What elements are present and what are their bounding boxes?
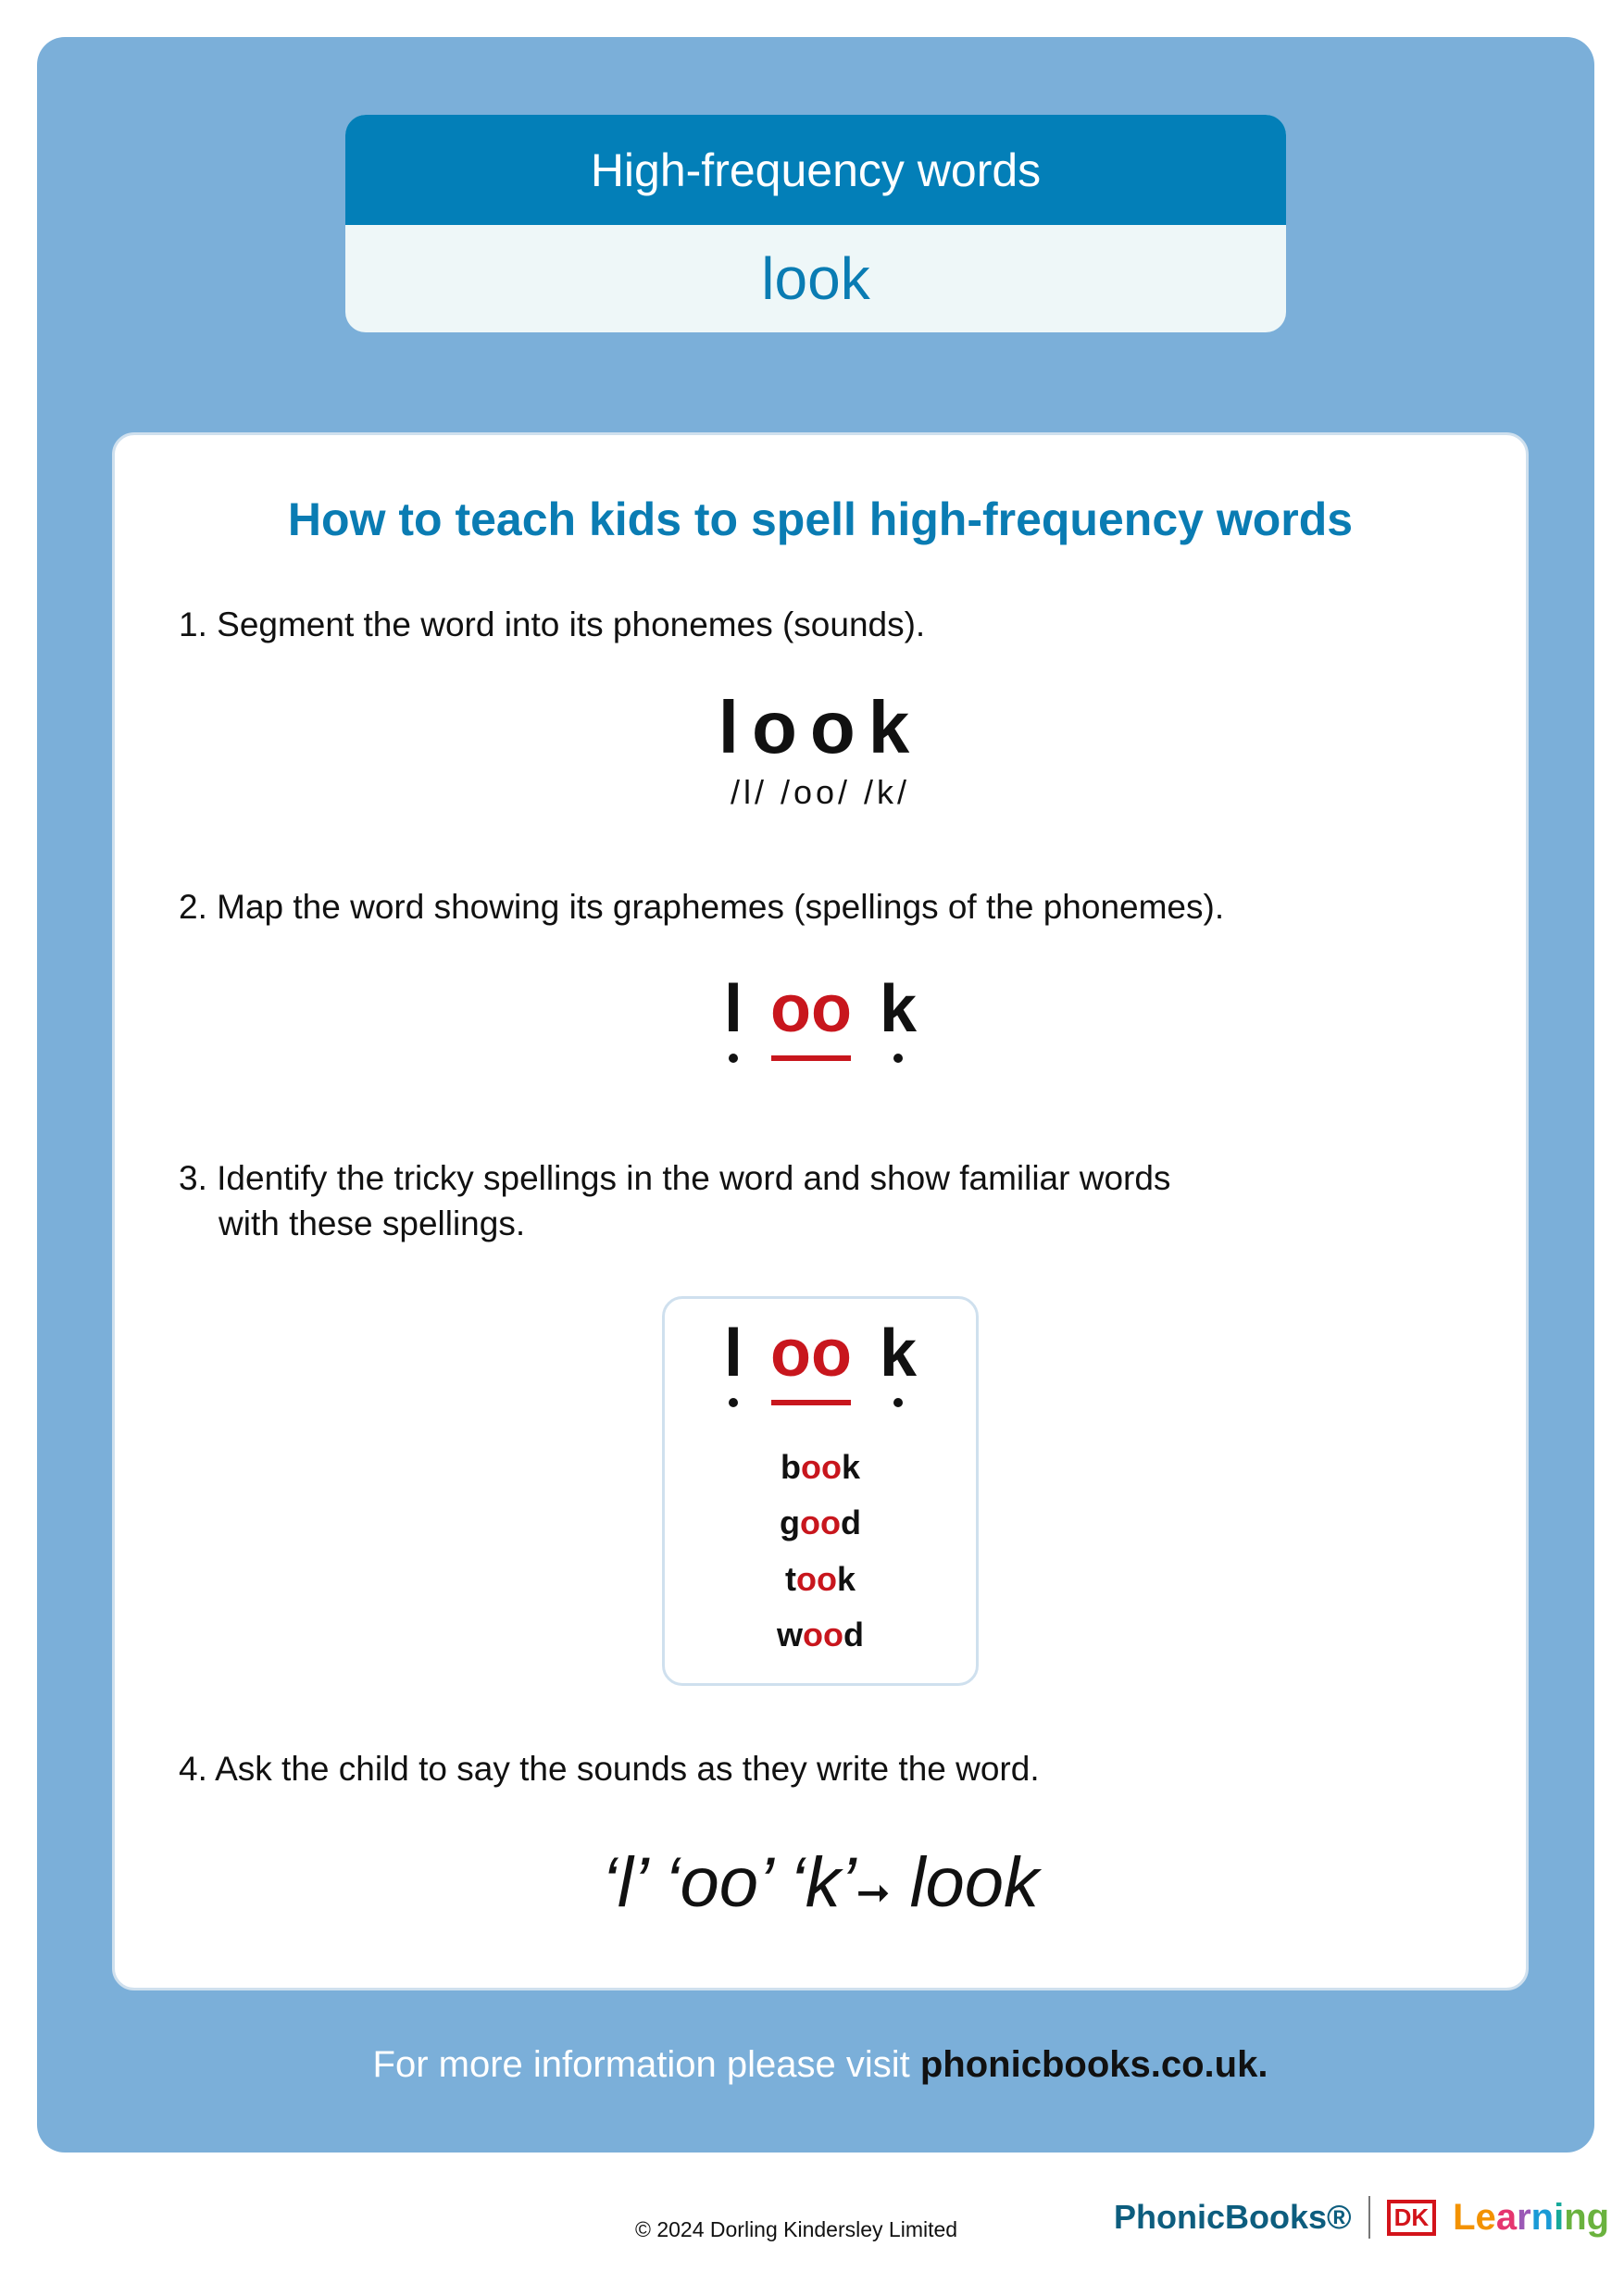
card-heading: How to teach kids to spell high-frequency words — [287, 493, 1354, 545]
header-box — [345, 115, 1286, 332]
step-3-line-1: 3. Identify the tricky spellings in the word and show familiar words — [179, 1159, 1171, 1197]
segmented-word: look — [718, 686, 923, 768]
sound-bar — [771, 1400, 851, 1405]
sound-dot — [729, 1398, 738, 1407]
example-word: took — [784, 1560, 856, 1598]
grapheme: l — [723, 972, 743, 1046]
header-title: High-frequency words — [345, 115, 1286, 225]
step-2: 2. Map the word showing its graphemes (spellings of the phonemes). — [179, 888, 1225, 926]
sound-bar — [771, 1055, 851, 1061]
sounds: ‘l’ ‘oo’ ‘k’ — [602, 1843, 856, 1922]
sound-dot — [893, 1398, 903, 1407]
copyright: © 2024 Dorling Kindersley Limited — [635, 2217, 958, 2241]
step-4: 4. Ask the child to say the sounds as they write the word. — [179, 1750, 1040, 1788]
sound-dot — [893, 1054, 903, 1063]
learning-logo: Learning — [1453, 2196, 1610, 2238]
grapheme-tricky: oo — [770, 972, 852, 1046]
result-word: look — [909, 1843, 1039, 1922]
logos — [1114, 2196, 1609, 2239]
dk-logo: DK — [1387, 2200, 1437, 2236]
example-word: good — [780, 1504, 861, 1541]
grapheme-map-box — [112, 1316, 1529, 1407]
handwriting-example — [112, 1842, 1529, 1923]
sound-dot — [729, 1054, 738, 1063]
example-word: book — [780, 1448, 860, 1486]
phonemes: /l/ /oo/ /k/ — [730, 773, 911, 811]
step-1: 1. Segment the word into its phonemes (sounds). — [179, 605, 926, 643]
website-link[interactable]: phonicbooks.co.uk. — [919, 2044, 1268, 2085]
grapheme-tricky: oo — [770, 1316, 852, 1391]
example-word: wood — [777, 1616, 864, 1653]
footer-text: For more information please visit phonicbooks.co.uk. — [372, 2044, 1268, 2085]
grapheme: l — [723, 1316, 743, 1391]
header-word: look — [761, 245, 870, 312]
grapheme-map — [112, 972, 1529, 1063]
step-3-line-2: with these spellings. — [219, 1204, 526, 1242]
grapheme: k — [879, 972, 918, 1046]
arrow-icon: ➞ — [856, 1870, 891, 1915]
logo-divider — [1368, 2196, 1370, 2239]
phonicbooks-logo: PhonicBooks® — [1114, 2198, 1352, 2236]
grapheme: k — [879, 1316, 918, 1391]
